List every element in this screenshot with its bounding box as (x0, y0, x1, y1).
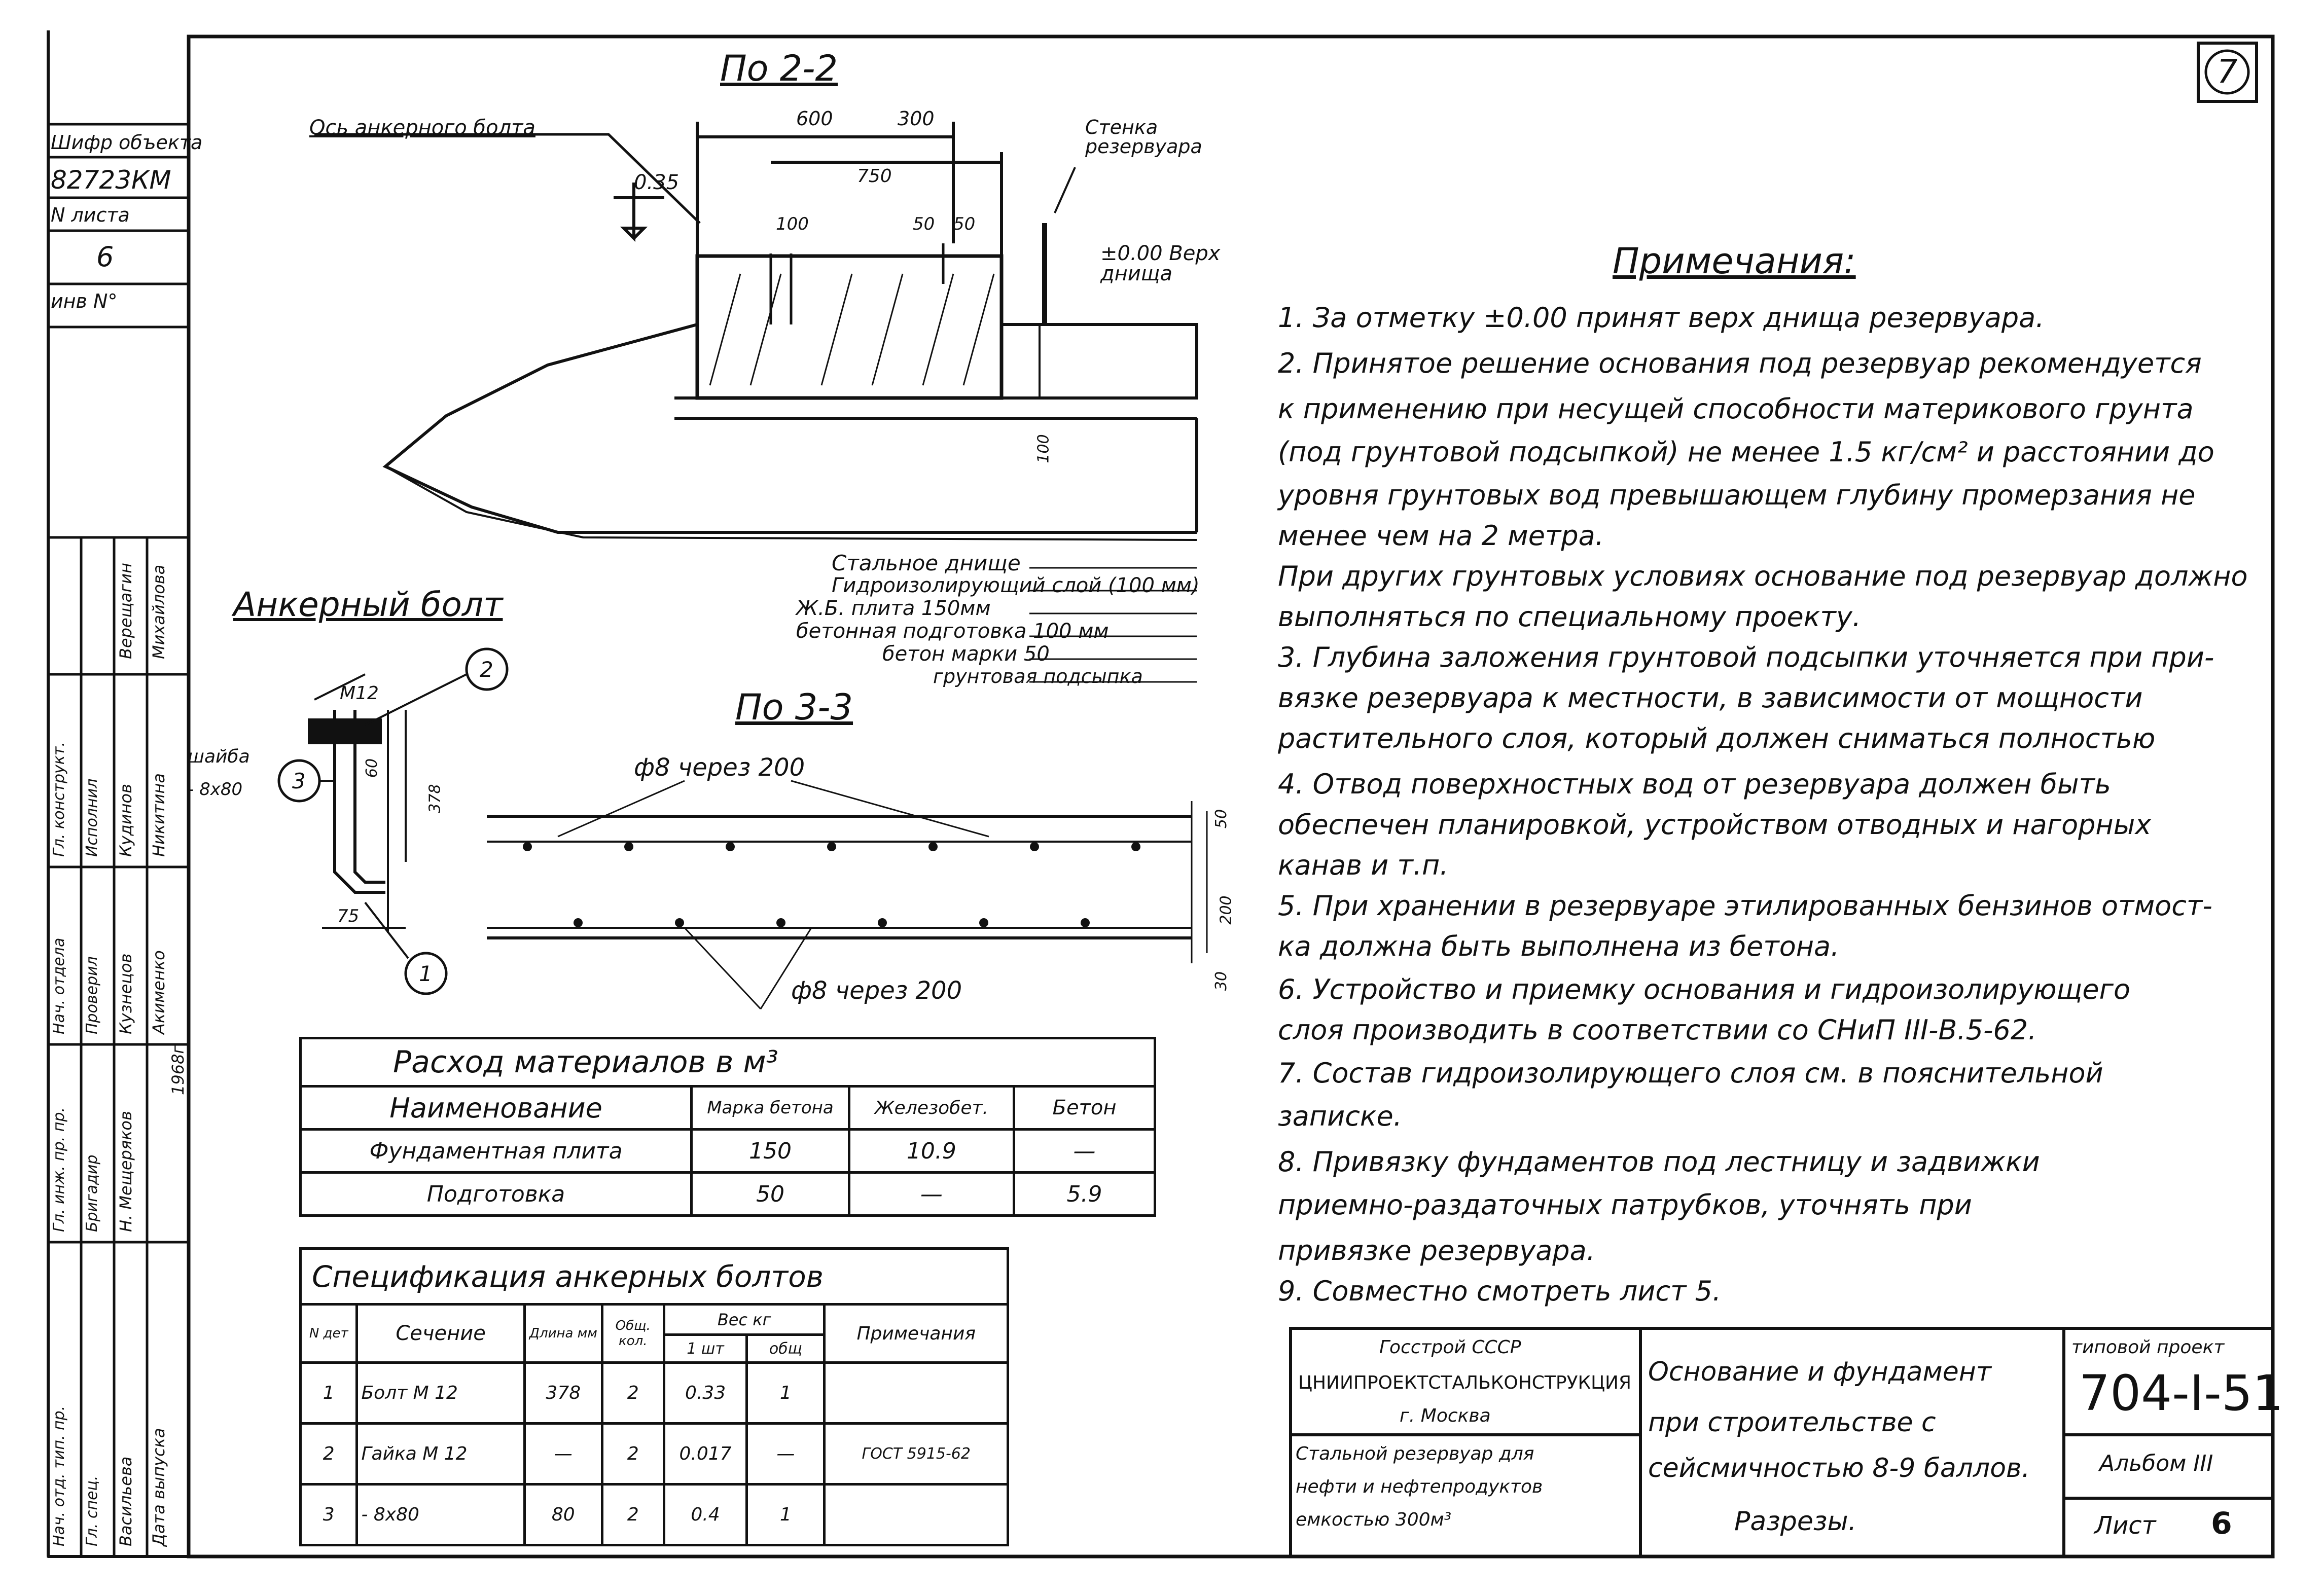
spec-cell: — (747, 1424, 825, 1485)
note-line: приемно-раздаточных патрубков, уточнять при (1278, 1189, 1972, 1221)
dim-30-33: 30 (1212, 971, 1231, 991)
subject-line: Основание и фундамент (1648, 1357, 1992, 1387)
materials-header: Железобет. (849, 1087, 1014, 1130)
spec-subheader: общ (747, 1335, 825, 1363)
note-line: 1. За отметку ±0.00 принят верх днища резервуара. (1278, 302, 2045, 334)
object-line: емкостью 300м³ (1296, 1509, 1452, 1530)
sheet-badge: 7 (2217, 53, 2238, 91)
materials-cell: 10.9 (849, 1130, 1014, 1173)
dim-100: 100 (776, 214, 809, 234)
stamp-name: Никитина (149, 773, 168, 857)
layer-label: грунтовая подсыпка (933, 665, 1143, 687)
materials-cell: 5.9 (1014, 1173, 1155, 1216)
note-line: к применению при несущей способности материкового грунта (1278, 393, 2194, 425)
inv-label: инв N° (51, 290, 118, 312)
dim-side: 100 (1034, 434, 1053, 463)
cipher-label: Шифр объекта (51, 131, 203, 154)
note-line: 4. Отвод поверхностных вод от резервуара должен быть (1278, 768, 2111, 800)
stamp-role: Гл. спец. (83, 1475, 101, 1546)
wall-label: Стенка резервуара (1085, 116, 1202, 158)
dim-200-33: 200 (1217, 895, 1235, 925)
bolt-dim-60: 60 (363, 758, 381, 778)
sheet-no-value: 6 (96, 241, 114, 273)
subject-line: сейсмичностью 8-9 баллов. (1648, 1453, 2030, 1483)
spec-cell: Гайка М 12 (357, 1424, 524, 1485)
org-ministry: Госстрой СССР (1379, 1337, 1521, 1358)
stamp-name: Верещагин (116, 563, 135, 659)
callout-3: 3 (292, 769, 306, 793)
layer-label: Стальное днище (832, 551, 1021, 575)
spec-header: N дет (301, 1305, 357, 1363)
bolt-m12: М12 (340, 683, 379, 704)
stamp-name: Кудинов (116, 784, 135, 857)
anchor-bolt-drawing (279, 649, 507, 994)
bolt-spec-table (299, 1247, 1009, 1546)
section-3-3-title: По 3-3 (735, 686, 853, 728)
spec-cell: 2 (301, 1424, 357, 1485)
stamp-name: Акименко (149, 950, 168, 1034)
dim-750: 750 (857, 166, 892, 187)
washer-label: шайба (188, 746, 250, 767)
spec-cell: 3 (301, 1485, 357, 1545)
anchor-bolt-title: Анкерный болт (233, 585, 503, 624)
spec-header: Общ. кол. (602, 1305, 664, 1363)
dim-300: 300 (898, 107, 935, 130)
materials-cell: 150 (692, 1130, 849, 1173)
stamp-role: Исполнил (83, 778, 101, 857)
note-line: 7. Состав гидроизолирующего слоя см. в пояснительной (1278, 1057, 2103, 1089)
materials-header: Наименование (301, 1087, 692, 1130)
spec-cell: ГОСТ 5915-62 (825, 1424, 1008, 1485)
spec-cell: 0.017 (664, 1424, 747, 1485)
stamp-role: Гл. инж. пр. пр. (50, 1107, 68, 1232)
stamp-year: 1968г (168, 1045, 188, 1095)
object-line: нефти и нефтепродуктов (1296, 1476, 1543, 1497)
spec-header: Сечение (357, 1305, 524, 1363)
spec-cell (825, 1485, 1008, 1545)
note-line: 2. Принятое решение основания под резервуар рекомендуется (1278, 347, 2202, 379)
materials-cell: — (1014, 1130, 1155, 1173)
bolt-dim-75: 75 (337, 906, 360, 926)
callout-2: 2 (480, 657, 493, 682)
dim-50b: 50 (953, 214, 976, 234)
materials-header: Марка бетона (692, 1087, 849, 1130)
rebar-top-label: ф8 через 200 (634, 753, 805, 782)
layer-label: Ж.Б. плита 150мм (796, 597, 991, 620)
org-institute: ЦНИИПРОЕКТСТАЛЬКОНСТРУКЦИЯ (1298, 1372, 1631, 1393)
bottom-top-label: ±0.00 Верх днища (1100, 242, 1221, 285)
note-line: выполняться по специальному проекту. (1278, 601, 1861, 633)
object-line: Стальной резервуар для (1296, 1443, 1534, 1464)
project-label: типовой проект (2071, 1337, 2225, 1358)
spec-cell: 0.33 (664, 1363, 747, 1424)
project-number: 704-I-51 (2079, 1365, 2283, 1422)
spec-cell: 2 (602, 1363, 664, 1424)
spec-cell: - 8х80 (357, 1485, 524, 1545)
note-line: привязке резервуара. (1278, 1235, 1595, 1266)
note-line: слоя производить в соответствии со СНиП III-В.5-62. (1278, 1014, 2037, 1046)
spec-cell: Болт М 12 (357, 1363, 524, 1424)
stamp-name: Васильева (116, 1456, 135, 1546)
stamp-date-label: Дата выпуска (149, 1428, 168, 1546)
subject-line: при строительстве с (1648, 1407, 1936, 1438)
spec-cell: 80 (524, 1485, 602, 1545)
sheet-value: 6 (2211, 1506, 2232, 1541)
notes-title: Примечания: (1613, 240, 1856, 282)
sheet-no-label: N листа (51, 204, 130, 226)
note-line: При других грунтовых условиях основание под резервуар должно (1278, 560, 2248, 592)
spec-cell: 1 (301, 1363, 357, 1424)
materials-cell: 50 (692, 1173, 849, 1216)
layer-label: бетонная подготовка 100 мм (796, 620, 1109, 643)
dim-50a: 50 (913, 214, 935, 234)
dim-50-33: 50 (1212, 809, 1231, 829)
spec-cell: 1 (747, 1485, 825, 1545)
stamp-role: Проверил (83, 956, 101, 1034)
section-2-2-title: По 2-2 (720, 48, 838, 89)
washer-size: - 8х80 (188, 779, 243, 800)
cipher-value: 82723КМ (51, 165, 171, 195)
note-line: записке. (1278, 1100, 1402, 1132)
bolt-dim-378: 378 (426, 784, 444, 813)
spec-cell: 0.4 (664, 1485, 747, 1545)
org-city: г. Москва (1400, 1405, 1491, 1426)
spec-header: Вес кг (664, 1305, 825, 1335)
stamp-name: Кузнецов (116, 953, 135, 1034)
stamp-role: Нач. отд. тип. пр. (50, 1405, 68, 1546)
materials-header: Бетон (1014, 1087, 1155, 1130)
layer-label: бетон марки 50 (882, 642, 1050, 666)
note-line: 8. Привязку фундаментов под лестницу и задвижки (1278, 1146, 2040, 1178)
note-line: канав и т.п. (1278, 849, 1449, 881)
callout-1: 1 (419, 961, 433, 986)
spec-cell: 2 (602, 1424, 664, 1485)
drawing-name: Разрезы. (1734, 1506, 1857, 1537)
materials-cell: Подготовка (301, 1173, 692, 1216)
note-line: 5. При хранении в резервуаре этилированных бензинов отмост- (1278, 890, 2212, 922)
note-line: (под грунтовой подсыпкой) не менее 1.5 кг/см² и расстоянии до (1278, 436, 2214, 468)
note-line: 3. Глубина заложения грунтовой подсыпки уточняется при при- (1278, 641, 2214, 673)
materials-title: Расход материалов в м³ (301, 1038, 1155, 1087)
section-3-3-drawing (487, 781, 1207, 1009)
materials-cell: Фундаментная плита (301, 1130, 692, 1173)
rebar-bottom-label: ф8 через 200 (791, 976, 962, 1005)
note-line: ка должна быть выполнена из бетона. (1278, 930, 1840, 962)
album-label: Альбом III (2099, 1451, 2213, 1476)
stamp-role: Гл. конструкт. (50, 742, 68, 857)
note-line: 9. Совместно смотреть лист 5. (1278, 1275, 1722, 1307)
note-line: уровня грунтовых вод превышающем глубину промерзания не (1278, 479, 2196, 511)
spec-cell: 2 (602, 1485, 664, 1545)
note-line: вязке резервуара к местности, в зависимости от мощности (1278, 682, 2143, 714)
sheet-label: Лист (2094, 1511, 2156, 1540)
materials-table (299, 1037, 1156, 1217)
note-line: растительного слоя, который должен сниматься полностью (1278, 722, 2156, 754)
stamp-role: Бригадир (83, 1154, 101, 1232)
stamp-role: Нач. отдела (50, 937, 68, 1034)
spec-subheader: 1 шт (664, 1335, 747, 1363)
spec-cell: 1 (747, 1363, 825, 1424)
note-line: менее чем на 2 метра. (1278, 520, 1604, 552)
spec-cell (825, 1363, 1008, 1424)
spec-cell: — (524, 1424, 602, 1485)
spec-header: Примечания (825, 1305, 1008, 1363)
bolt-spec-title: Спецификация анкерных болтов (301, 1249, 1008, 1305)
anchor-axis-label: Ось анкерного болта (309, 116, 535, 139)
stamp-name: Н. Мещеряков (116, 1111, 135, 1232)
layer-label: Гидроизолирующий слой (100 мм) (832, 574, 1200, 597)
note-line: обеспечен планировкой, устройством отводных и нагорных (1278, 809, 2152, 841)
spec-cell: 378 (524, 1363, 602, 1424)
dim-600: 600 (796, 107, 833, 130)
note-line: 6. Устройство и приемку основания и гидроизолирующего (1278, 973, 2131, 1005)
spec-header: Длина мм (524, 1305, 602, 1363)
materials-cell: — (849, 1173, 1014, 1216)
elevation-0-35: 0.35 (634, 171, 680, 194)
stamp-name: Михайлова (149, 564, 168, 659)
